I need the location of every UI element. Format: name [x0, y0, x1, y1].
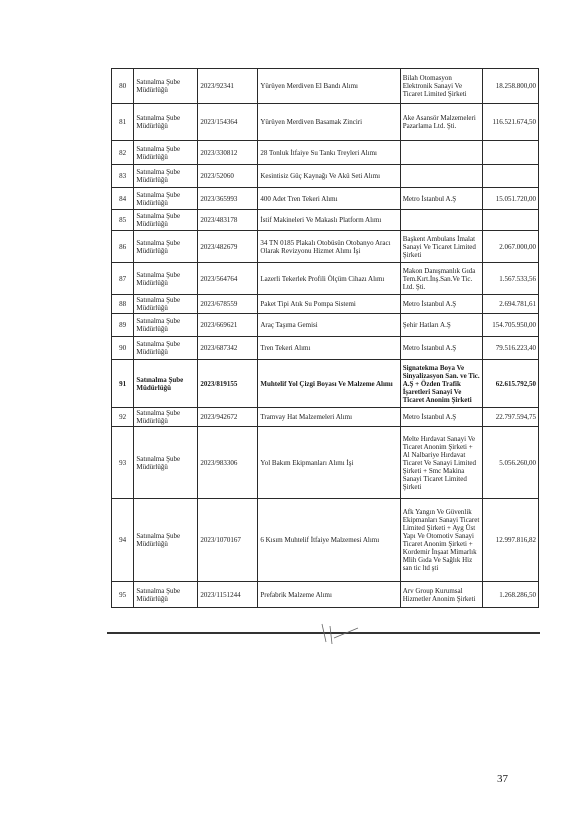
- unit-cell: Satınalma Şube Müdürlüğü: [134, 165, 198, 188]
- table-row: [112, 210, 539, 231]
- firm-cell: Afk Yangın Ve Güvenlik Ekipmanları Sanayi Ticaret Limited Şirketi + Ayg Üst Yapı Ve Otomotiv Sanayi Ticaret Anonim Şirketi + Kordemir İnşaat Mimarlık Mlih Gıda Ve Sağlık Hiz san tic ltd şti: [400, 499, 482, 582]
- row-number: 87: [112, 263, 134, 295]
- amount-cell: 1.268.286,50: [483, 582, 539, 608]
- table-row: [112, 314, 539, 337]
- row-number: 92: [112, 408, 134, 427]
- reference-cell: 2023/52060: [198, 165, 258, 188]
- subject-cell: Paket Tipi Atık Su Pompa Sistemi: [258, 295, 400, 314]
- table-row: [112, 582, 539, 608]
- row-number: 83: [112, 165, 134, 188]
- table-row: [112, 231, 539, 263]
- subject-cell: Tren Tekeri Alımı: [258, 337, 400, 360]
- reference-cell: 2023/678559: [198, 295, 258, 314]
- row-number: 94: [112, 499, 134, 582]
- amount-cell: 22.797.594,75: [483, 408, 539, 427]
- reference-cell: 2023/330812: [198, 141, 258, 165]
- subject-cell: 6 Kısım Muhtelif İtfaiye Malzemesi Alımı: [258, 499, 400, 582]
- amount-cell: 2.694.781,61: [483, 295, 539, 314]
- amount-cell: [483, 141, 539, 165]
- amount-cell: 1.567.533,56: [483, 263, 539, 295]
- firm-cell: Başkent Ambulans İmalat Sanayi Ve Ticaret Limited Şirketi: [400, 231, 482, 263]
- unit-cell: Satınalma Şube Müdürlüğü: [134, 231, 198, 263]
- reference-cell: 2023/942672: [198, 408, 258, 427]
- subject-cell: Muhtelif Yol Çizgi Boyası Ve Malzeme Alımı: [258, 360, 400, 408]
- amount-cell: 12.997.816,82: [483, 499, 539, 582]
- reference-cell: 2023/687342: [198, 337, 258, 360]
- reference-cell: 2023/564764: [198, 263, 258, 295]
- row-number: 80: [112, 69, 134, 104]
- row-number: 91: [112, 360, 134, 408]
- amount-cell: 2.067.000,00: [483, 231, 539, 263]
- amount-cell: [483, 165, 539, 188]
- row-number: 81: [112, 104, 134, 141]
- firm-cell: Şehir Hatları A.Ş: [400, 314, 482, 337]
- table-row: [112, 360, 539, 408]
- table-row: [112, 165, 539, 188]
- firm-cell: [400, 141, 482, 165]
- firm-cell: [400, 165, 482, 188]
- firm-cell: Melte Hırdavat Sanayi Ve Ticaret Anonim Şirketi + Al Nalbariye Hırdavat Ticaret Ve Sanayi Limited Şirketi + Smc Makina Sanayi Ticaret Limited Şirketi: [400, 427, 482, 499]
- reference-cell: 2023/483178: [198, 210, 258, 231]
- reference-cell: 2023/365993: [198, 188, 258, 210]
- unit-cell: Satınalma Şube Müdürlüğü: [134, 408, 198, 427]
- reference-cell: 2023/1070167: [198, 499, 258, 582]
- amount-cell: 154.705.950,00: [483, 314, 539, 337]
- reference-cell: 2023/819155: [198, 360, 258, 408]
- unit-cell: Satınalma Şube Müdürlüğü: [134, 582, 198, 608]
- firm-cell: Ake Asansör Malzemeleri Pazarlama Ltd. Şti.: [400, 104, 482, 141]
- unit-cell: Satınalma Şube Müdürlüğü: [134, 295, 198, 314]
- table-row: [112, 499, 539, 582]
- subject-cell: 28 Tonluk İtfaiye Su Tankı Treyleri Alımı: [258, 141, 400, 165]
- firm-cell: Signatekma Boya Ve Sinyalizasyon San. ve Tic. A.Ş + Özden Trafik İşaretleri Sanayi Ve Ticaret Anonim Şirketi: [400, 360, 482, 408]
- subject-cell: Yürüyen Merdiven El Bandı Alımı: [258, 69, 400, 104]
- amount-cell: 18.258.800,00: [483, 69, 539, 104]
- table-row: [112, 141, 539, 165]
- firm-cell: Metro İstanbul A.Ş: [400, 295, 482, 314]
- firm-cell: Metro İstanbul A.Ş: [400, 337, 482, 360]
- subject-cell: İstif Makineleri Ve Makaslı Platform Alımı: [258, 210, 400, 231]
- subject-cell: Kesintisiz Güç Kaynağı Ve Akü Seti Alımı: [258, 165, 400, 188]
- table-row: [112, 69, 539, 104]
- unit-cell: Satınalma Şube Müdürlüğü: [134, 188, 198, 210]
- reference-cell: 2023/1151244: [198, 582, 258, 608]
- table-row: [112, 295, 539, 314]
- table-row: [112, 337, 539, 360]
- reference-cell: 2023/983306: [198, 427, 258, 499]
- unit-cell: Satınalma Şube Müdürlüğü: [134, 210, 198, 231]
- amount-cell: [483, 210, 539, 231]
- unit-cell: Satınalma Şube Müdürlüğü: [134, 69, 198, 104]
- amount-cell: 79.516.223,40: [483, 337, 539, 360]
- tender-table: [111, 68, 539, 608]
- row-number: 95: [112, 582, 134, 608]
- row-number: 89: [112, 314, 134, 337]
- subject-cell: Tramvay Hat Malzemeleri Alımı: [258, 408, 400, 427]
- unit-cell: Satınalma Şube Müdürlüğü: [134, 141, 198, 165]
- firm-cell: Metro İstanbul A.Ş: [400, 188, 482, 210]
- firm-cell: [400, 210, 482, 231]
- unit-cell: Satınalma Şube Müdürlüğü: [134, 337, 198, 360]
- firm-cell: Arv Group Kurumsal Hizmetler Anonim Şirketi: [400, 582, 482, 608]
- amount-cell: 62.615.792,50: [483, 360, 539, 408]
- row-number: 93: [112, 427, 134, 499]
- subject-cell: 400 Adet Tren Tekeri Alımı: [258, 188, 400, 210]
- firm-cell: Makon Danışmanlık Gıda Tem.Kırt.İnş.San.Ve Tic. Ltd. Şti.: [400, 263, 482, 295]
- reference-cell: 2023/92341: [198, 69, 258, 104]
- unit-cell: Satınalma Şube Müdürlüğü: [134, 314, 198, 337]
- unit-cell: Satınalma Şube Müdürlüğü: [134, 104, 198, 141]
- table-row: [112, 188, 539, 210]
- row-number: 88: [112, 295, 134, 314]
- firm-cell: Metro İstanbul A.Ş: [400, 408, 482, 427]
- subject-cell: Lazerli Tekerlek Profili Ölçüm Cihazı Alımı: [258, 263, 400, 295]
- subject-cell: Prefabrik Malzeme Alımı: [258, 582, 400, 608]
- subject-cell: 34 TN 0185 Plakalı Otobüsün Otobanyo Aracı Olarak Revizyonu Hizmet Alımı İşi: [258, 231, 400, 263]
- unit-cell: Satınalma Şube Müdürlüğü: [134, 360, 198, 408]
- row-number: 85: [112, 210, 134, 231]
- reference-cell: 2023/154364: [198, 104, 258, 141]
- subject-cell: Yol Bakım Ekipmanları Alımı İşi: [258, 427, 400, 499]
- amount-cell: 116.521.674,50: [483, 104, 539, 141]
- row-number: 90: [112, 337, 134, 360]
- amount-cell: 5.056.260,00: [483, 427, 539, 499]
- row-number: 84: [112, 188, 134, 210]
- signature-mark: [312, 622, 372, 646]
- unit-cell: Satınalma Şube Müdürlüğü: [134, 263, 198, 295]
- amount-cell: 15.051.720,00: [483, 188, 539, 210]
- row-number: 86: [112, 231, 134, 263]
- page-number: 37: [497, 773, 508, 785]
- subject-cell: Yürüyen Merdiven Basamak Zinciri: [258, 104, 400, 141]
- table-row: [112, 408, 539, 427]
- reference-cell: 2023/482679: [198, 231, 258, 263]
- subject-cell: Araç Taşıma Gemisi: [258, 314, 400, 337]
- table-row: [112, 427, 539, 499]
- row-number: 82: [112, 141, 134, 165]
- unit-cell: Satınalma Şube Müdürlüğü: [134, 427, 198, 499]
- reference-cell: 2023/669621: [198, 314, 258, 337]
- firm-cell: Bilah Otomasyon Elektronik Sanayi Ve Ticaret Limited Şirketi: [400, 69, 482, 104]
- unit-cell: Satınalma Şube Müdürlüğü: [134, 499, 198, 582]
- table-row: [112, 263, 539, 295]
- table-row: [112, 104, 539, 141]
